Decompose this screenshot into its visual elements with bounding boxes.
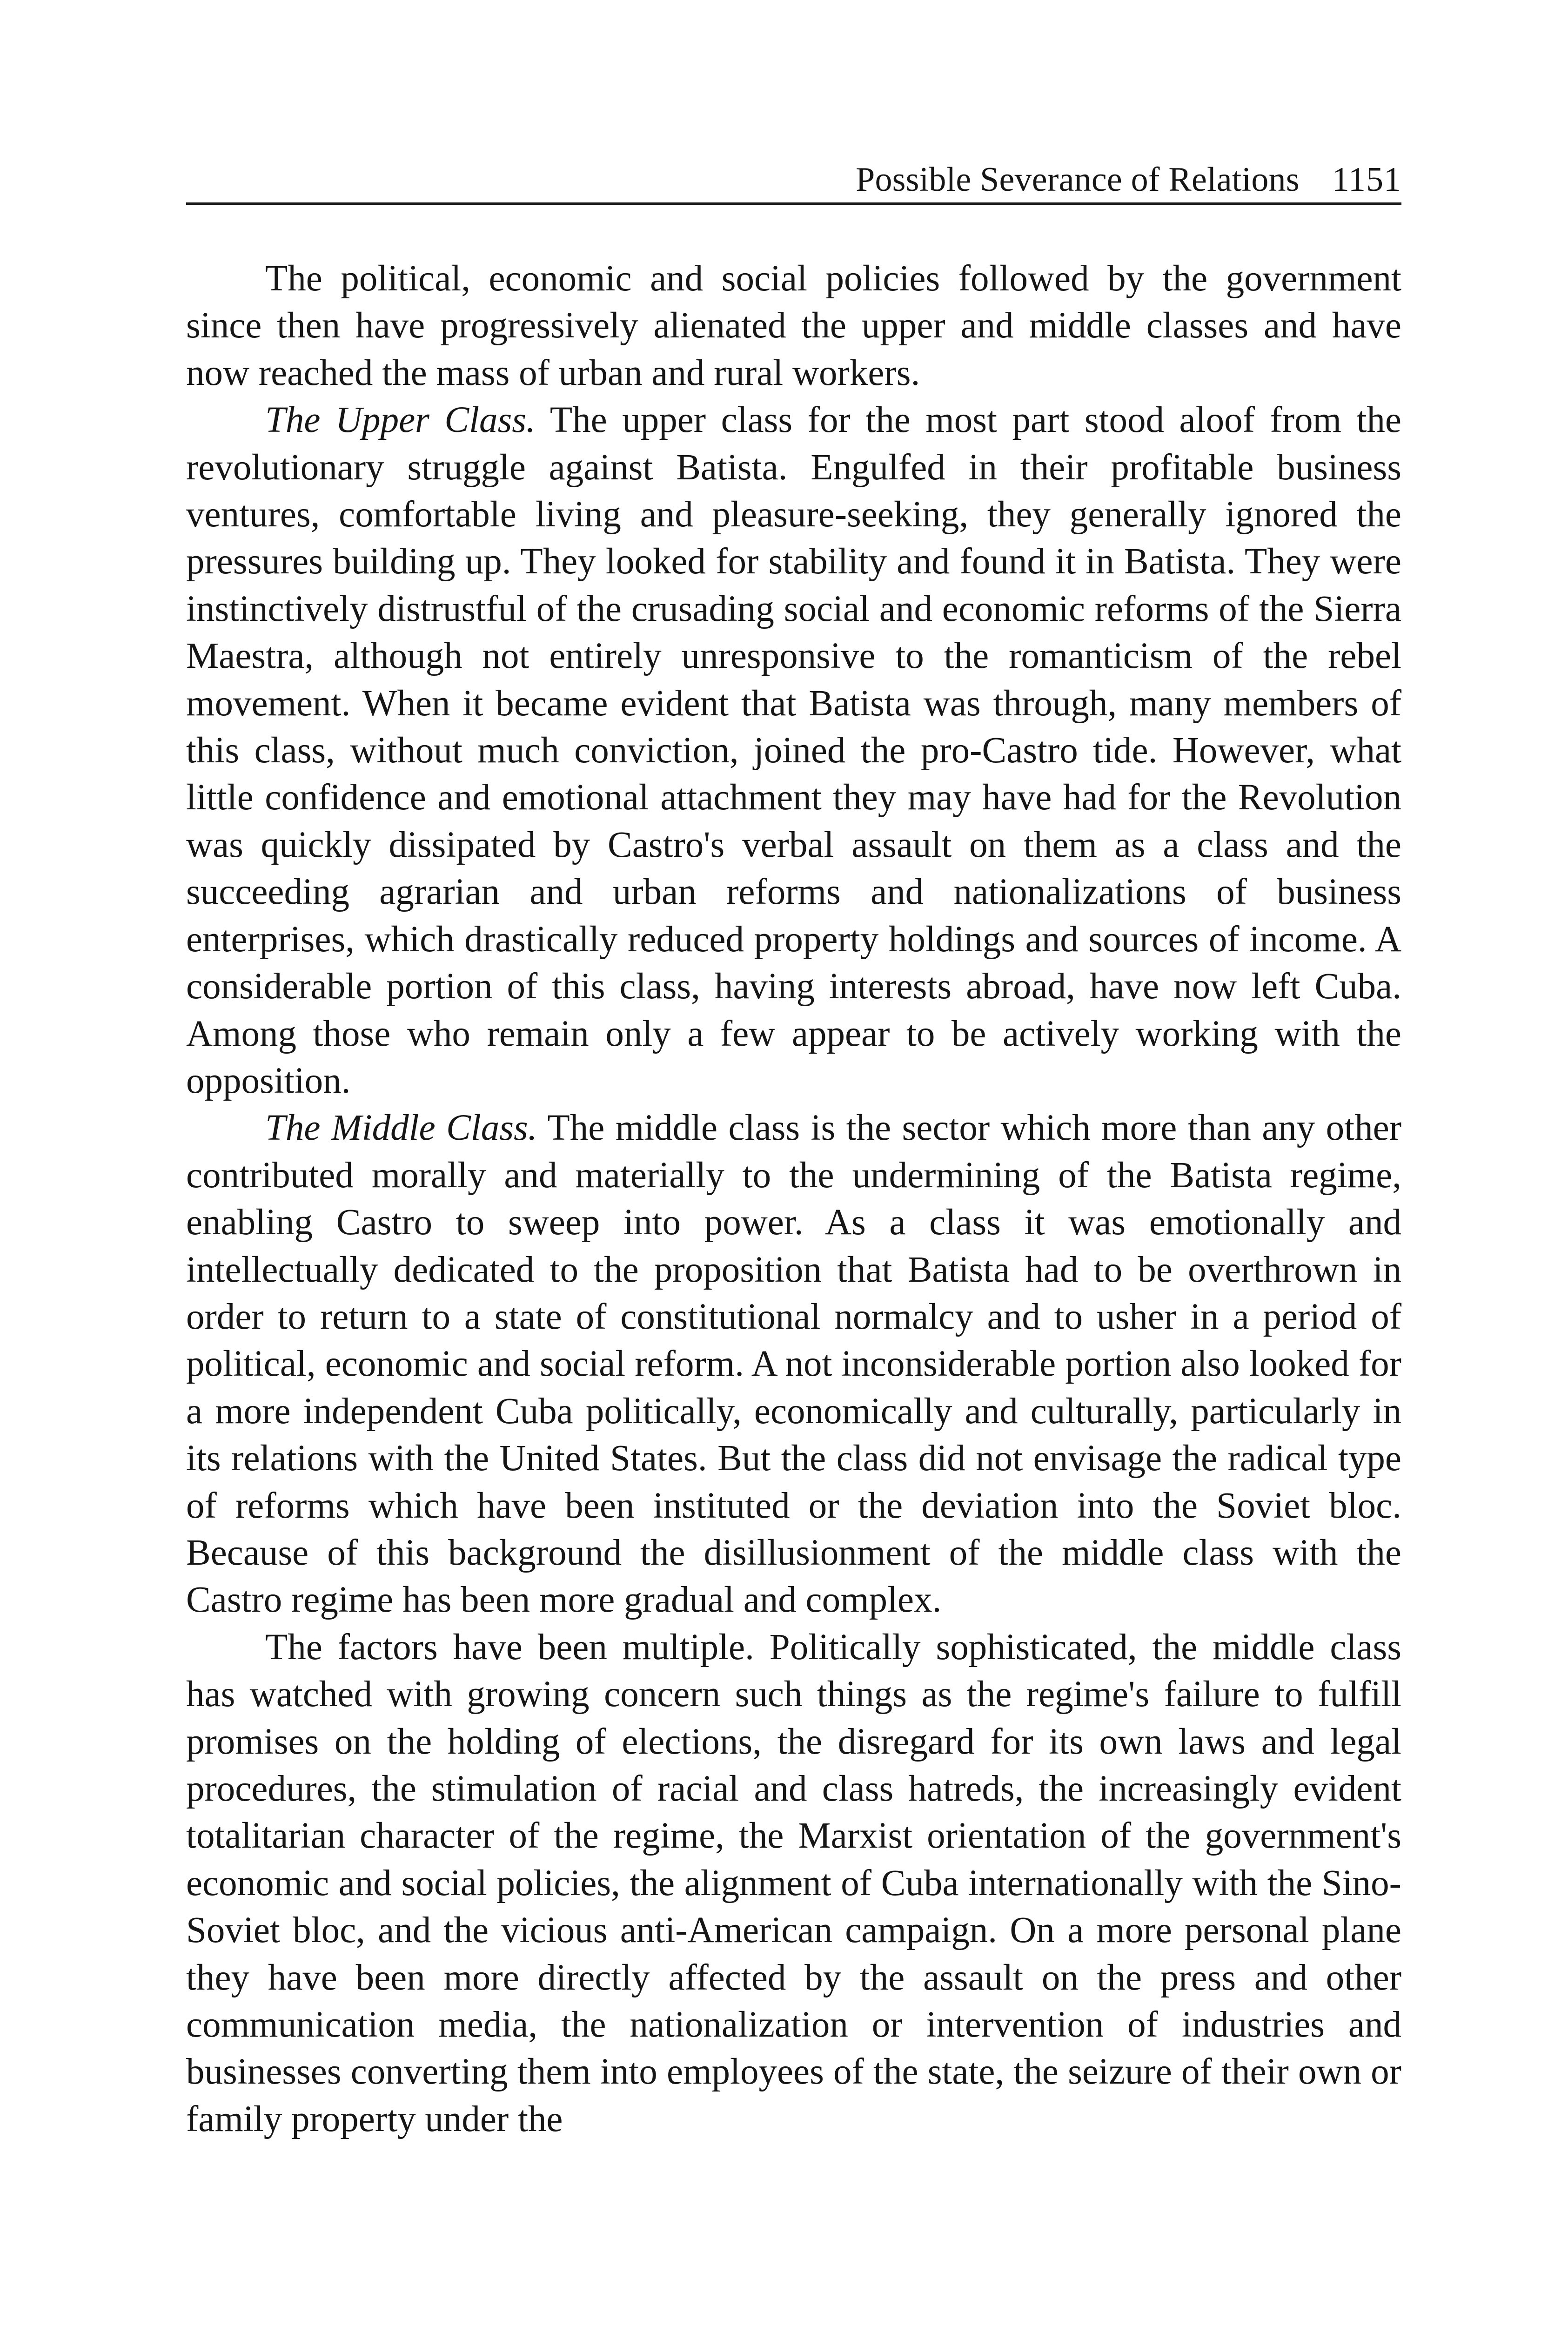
section-heading-upper-class: The Upper Class. <box>265 400 536 441</box>
running-header-title: Possible Severance of Relations <box>856 161 1300 199</box>
paragraph-upper-class <box>186 397 1401 1104</box>
paragraph-text: The middle class is the sector which more than any other contributed morally and materially to the undermining of the Batista regime, enabling Castro to sweep into power. As a class it was emotionally and intellectually dedicated to the proposition that Batista had to be overthrown in order to return to a state of constitutional normalcy and to usher in a period of political, economic and social reform. A not inconsiderable portion also looked for a more independent Cuba politically, economically and culturally, particularly in its relations with the United States. But the class did not envisage the radical type of reforms which have been instituted or the deviation into the Soviet bloc. Because of this background the disillusionment of the middle class with the Castro regime has been more gradual and complex. <box>186 1108 1402 1621</box>
paragraph-text: The upper class for the most part stood aloof from the revolutionary struggle against Batista. Engulfed in their profitable business ventures, comfortable living and pleasure-seeking, they generally ignored the pressures building up. They looked for stability and found it in Batista. They were instinctively distrustful of the crusading social and economic reforms of the Sierra Maestra, although not entirely unresponsive to the romanticism of the rebel movement. When it became evident that Batista was through, many members of this class, without much conviction, joined the pro-Castro tide. However, what little confidence and emotional attachment they may have had for the Revolution was quickly dissipated by Castro's verbal assault on them as a class and the succeeding agrarian and urban reforms and nationalizations of business enterprises, which drastically reduced property holdings and sources of income. A considerable portion of this class, having interests abroad, have now left Cuba. Among those who remain only a few appear to be actively working with the opposition. <box>186 400 1401 1101</box>
body-text <box>186 255 1401 2143</box>
running-header <box>186 158 1401 205</box>
paragraph-text: The political, economic and social policies followed by the government since then have progressively alienated the upper and middle classes and have now reached the mass of urban and rural workers. <box>186 258 1401 393</box>
paragraph-middle-class <box>186 1104 1401 1623</box>
paragraph-factors <box>186 1624 1401 2143</box>
paragraph-intro <box>186 255 1401 397</box>
paragraph-text: The factors have been multiple. Politically sophisticated, the middle class has watched with growing concern such things as the regime's failure to fulfill promises on the holding of elections, the disregard for its own laws and legal procedures, the stimulation of racial and class hatreds, the increasingly evident totalitarian character of the regime, the Marxist orientation of the government's economic and social policies, the alignment of Cuba internationally with the Sino-Soviet bloc, and the vicious anti-American campaign. On a more personal plane they have been more directly affected by the assault on the press and other communication media, the nationalization or intervention of industries and businesses converting them into employees of the state, the seizure of their own or family property under the <box>186 1627 1401 2139</box>
section-heading-middle-class: The Middle Class. <box>265 1108 537 1149</box>
page-number: 1151 <box>1332 161 1401 199</box>
